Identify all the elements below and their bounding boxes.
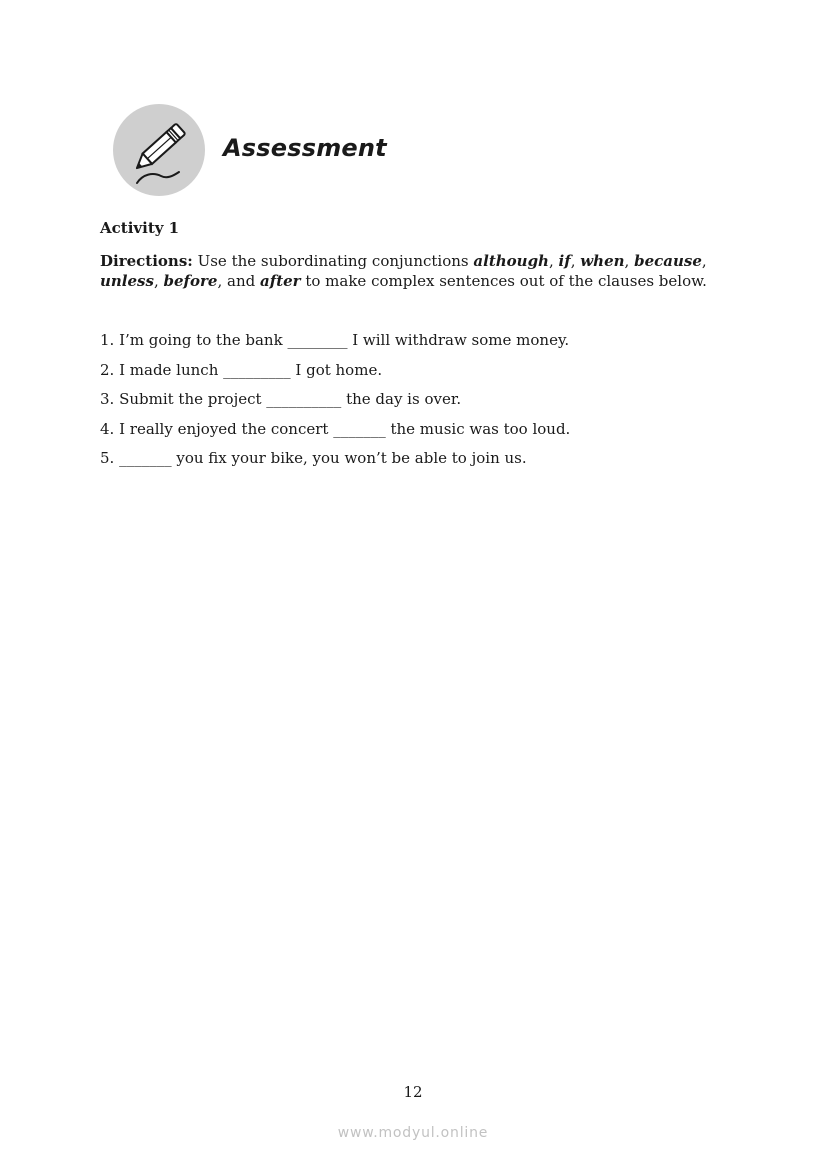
conjunction-when: when [580, 252, 625, 270]
exercise-item: 5. _______ you fix your bike, you won’t be able to join us. [100, 449, 527, 467]
exercise-list [100, 329, 570, 477]
exercise-item: 2. I made lunch _________ I got home. [100, 360, 383, 379]
page-title: Assessment [223, 134, 387, 162]
conjunction-because: because [634, 252, 702, 270]
pencil-icon [113, 104, 205, 196]
conjunction-unless: unless [100, 272, 154, 290]
activity-heading: Activity 1 [100, 219, 180, 237]
directions-label: Directions: [100, 252, 193, 270]
directions-and: and [227, 272, 256, 290]
page-number: 12 [403, 1083, 423, 1101]
conjunction-if: if [558, 252, 571, 270]
conjunction-after: after [260, 272, 301, 290]
watermark: www.modyul.online [337, 1125, 489, 1141]
directions-paragraph: Directions: Use the subordinating conjunctions although, if, when, because, unless, before, and after to make complex sentences out of the clauses below. [100, 252, 707, 290]
directions-outro: to make complex sentences out of the clauses below. [305, 272, 707, 290]
conjunction-before: before [163, 272, 218, 290]
exercise-item: 3. Submit the project __________ the day is over. [100, 390, 462, 408]
assessment-icon-badge [113, 104, 205, 196]
directions-intro: Use the subordinating conjunctions [197, 252, 469, 270]
exercise-item: 4. I really enjoyed the concert _______ the music was too loud. [100, 419, 571, 438]
conjunction-although: although [473, 252, 549, 270]
exercise-item: 1. I’m going to the bank ________ I will withdraw some money. [100, 331, 570, 349]
